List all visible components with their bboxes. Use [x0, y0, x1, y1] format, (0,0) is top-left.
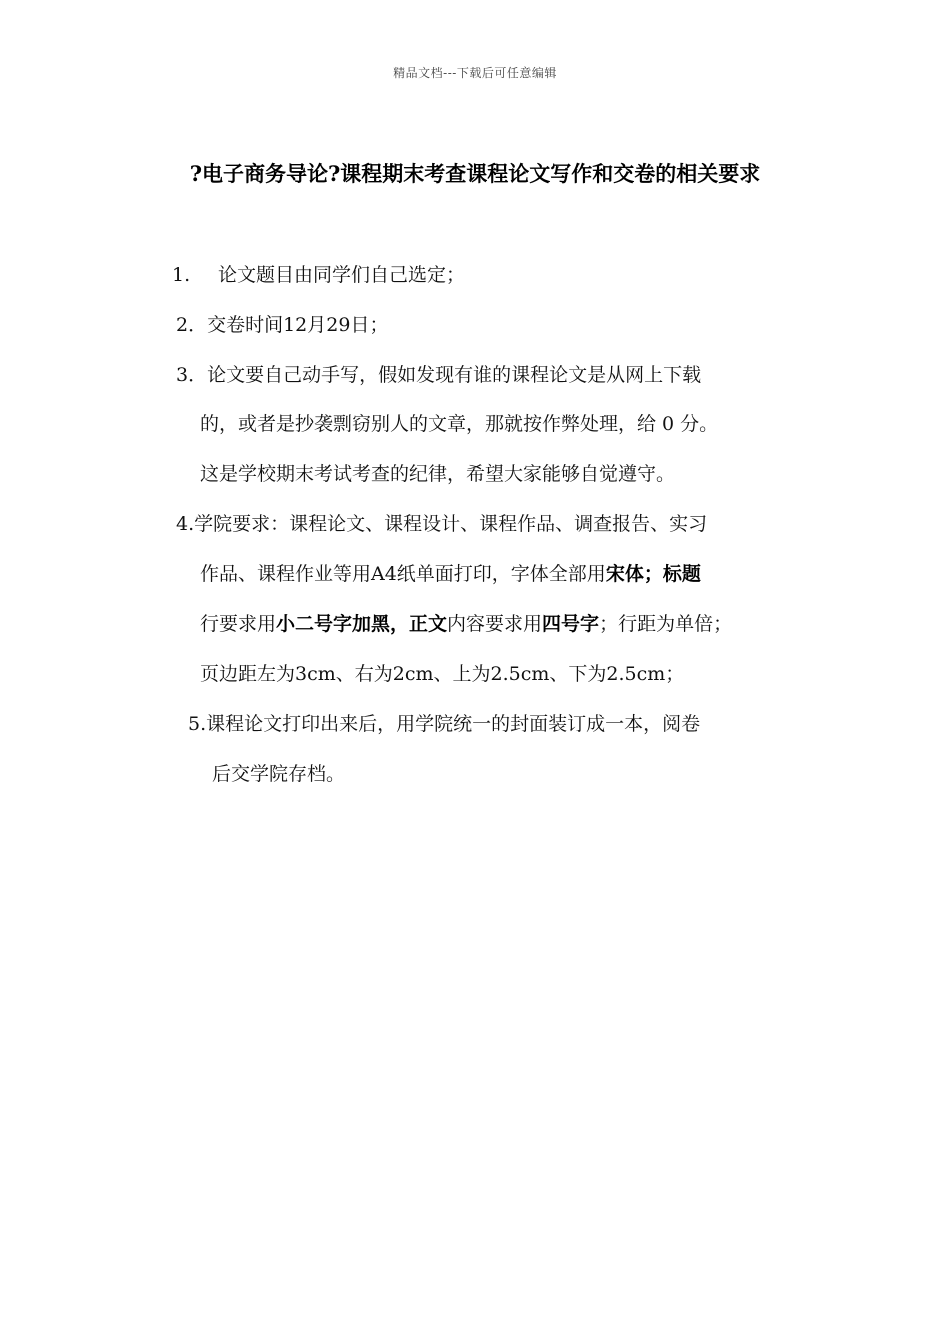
- item-4-line-2-normal: 作品、课程作业等用A4纸单面打印，字体全部用: [200, 563, 606, 585]
- item-4-line-4: 页边距左为3cm、右为2cm、上为2.5cm、下为2.5cm；: [200, 663, 685, 685]
- item-4-line-2: [200, 561, 701, 587]
- item-4-line-3-part-e: ；行距为单倍；: [599, 613, 733, 635]
- item-5-line-1: 5.课程论文打印出来后，用学院统一的封面装订成一本，阅卷: [188, 713, 701, 735]
- item-4-line-1: 4.学院要求：课程论文、课程设计、课程作品、调查报告、实习: [176, 513, 708, 535]
- item-4-line-3-part-a: 行要求用: [200, 613, 277, 635]
- item-3-line-1: 3．论文要自己动手写，假如发现有谁的课程论文是从网上下载: [176, 364, 702, 386]
- item-1-number: 1.: [172, 264, 191, 286]
- item-4-line-3-bold-b: 四号字: [542, 613, 600, 635]
- item-3-line-2: 的，或者是抄袭剽窃别人的文章，那就按作弊处理，给 0 分。: [200, 413, 719, 435]
- item-4-line-3-part-c: 内容要求用: [447, 613, 543, 635]
- document-title: ?电子商务导论?课程期末考查课程论文写作和交卷的相关要求: [189, 161, 761, 186]
- item-4-line-3: [200, 611, 732, 637]
- item-2-text: 2．交卷时间12月29日；: [176, 314, 389, 336]
- item-4-line-3-bold-a: 小二号字加黑，正文: [276, 613, 448, 635]
- item-3-line-3: 这是学校期末考试考查的纪律，希望大家能够自觉遵守。: [200, 463, 676, 485]
- page-header: 精品文档---下载后可任意编辑: [393, 66, 557, 80]
- item-5-line-2: 后交学院存档。: [212, 763, 346, 785]
- item-4-line-2-bold: 宋体；标题: [605, 563, 701, 585]
- item-1-text: 论文题目由同学们自己选定；: [218, 264, 466, 286]
